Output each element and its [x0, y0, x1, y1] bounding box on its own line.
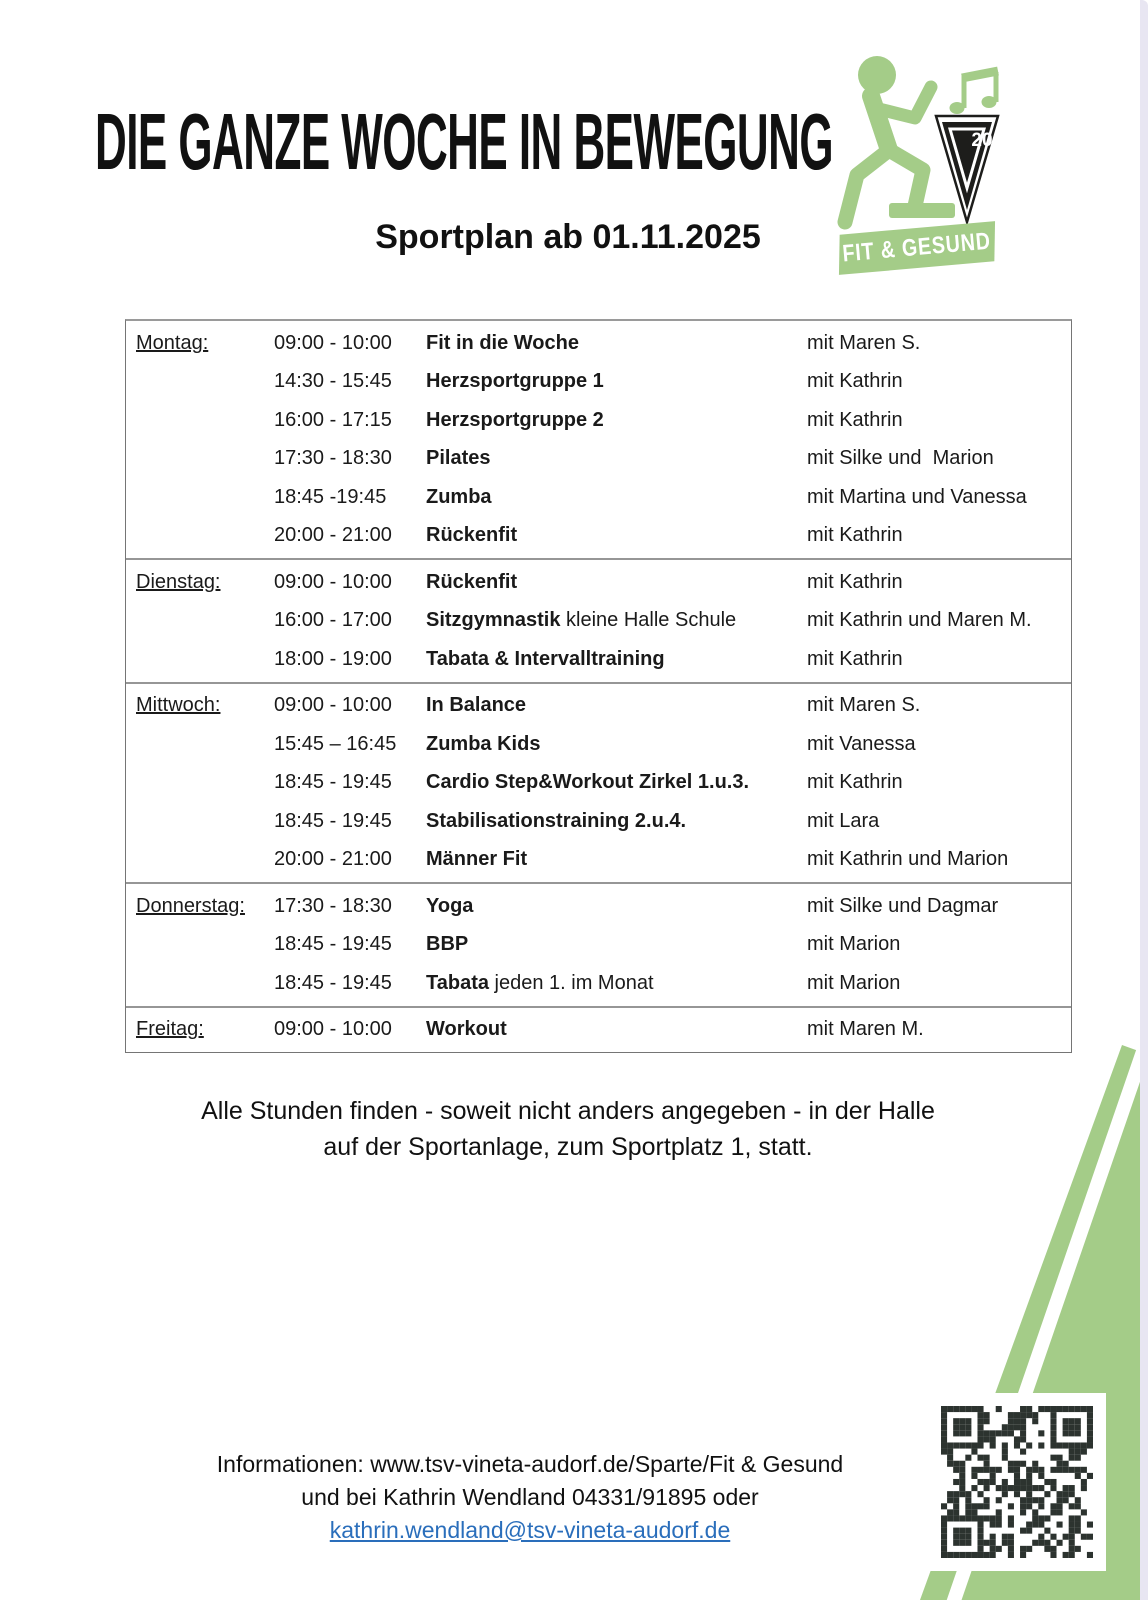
email-link[interactable]: kathrin.wendland@tsv-vineta-audorf.de: [329, 1517, 731, 1543]
day-section: [126, 882, 1071, 1006]
day-cell-empty: [136, 478, 274, 517]
time-cell: 17:30 - 18:30: [274, 447, 392, 470]
time-cell: 15:45 – 16:45: [274, 732, 397, 755]
club-badge: [934, 114, 1000, 226]
course-cell: [426, 802, 807, 841]
time-cell: 16:00 - 17:15: [274, 408, 392, 431]
day-cell-empty: [136, 363, 274, 402]
footer-info: [0, 1448, 1060, 1547]
course-cell: [426, 964, 807, 1003]
time-cell: 14:30 - 15:45: [274, 370, 392, 393]
instructor-cell: mit Maren S.: [807, 331, 921, 354]
course-name: Fit in die Woche: [426, 331, 579, 354]
course-cell: [426, 563, 807, 602]
instructor-cell: mit Kathrin: [807, 771, 903, 794]
instructor-cell: mit Martina und Vanessa: [807, 485, 1027, 508]
time-cell: 16:00 - 17:00: [274, 609, 392, 632]
course-cell: [426, 764, 807, 803]
course-name: Herzsportgruppe 1: [426, 370, 604, 393]
course-cell: [426, 602, 807, 641]
time-cell: 09:00 - 10:00: [274, 570, 392, 593]
course-name: Stabilisationstraining 2.u.4.: [426, 809, 687, 832]
day-section: [126, 1006, 1071, 1053]
instructor-cell: mit Kathrin und Marion: [807, 848, 1009, 871]
day-label: Montag:: [136, 331, 209, 354]
day-label: Dienstag:: [136, 570, 221, 593]
page-subtitle: Sportplan ab 01.11.2025: [375, 218, 761, 256]
day-cell-empty: [136, 964, 274, 1003]
course-note: kleine Halle Schule: [560, 609, 737, 632]
instructor-cell: mit Maren M.: [807, 1018, 924, 1041]
time-cell: 18:00 - 19:00: [274, 647, 392, 670]
course-cell: [426, 324, 807, 363]
location-note-line1: Alle Stunden finden - soweit nicht anders angegeben - in der Halle: [201, 1097, 935, 1125]
time-cell: 09:00 - 10:00: [274, 1018, 392, 1041]
day-label: Freitag:: [136, 1018, 204, 1041]
course-cell: [426, 640, 807, 679]
day-cell-empty: [136, 440, 274, 479]
course-cell: [426, 841, 807, 880]
course-cell: [426, 926, 807, 965]
course-name: Rückenfit: [426, 524, 518, 547]
course-name: Rückenfit: [426, 570, 518, 593]
day-label: Donnerstag:: [136, 894, 245, 917]
footer-line1: Informationen: www.tsv-vineta-audorf.de/Sparte/Fit & Gesund: [216, 1451, 844, 1477]
time-cell: 17:30 - 18:30: [274, 894, 392, 917]
instructor-cell: mit Silke und Dagmar: [807, 894, 999, 917]
day-cell-empty: [136, 764, 274, 803]
course-cell: [426, 1011, 807, 1050]
time-cell: 18:45 - 19:45: [274, 933, 392, 956]
course-name: Tabata: [426, 971, 489, 994]
day-cell-empty: [136, 602, 274, 641]
time-cell: 18:45 - 19:45: [274, 971, 392, 994]
course-cell: [426, 401, 807, 440]
course-name: Tabata & Intervalltraining: [426, 647, 665, 670]
footer-line2: und bei Kathrin Wendland 04331/91895 oder: [301, 1484, 759, 1510]
course-name: Männer Fit: [426, 848, 528, 871]
qr-code: [928, 1393, 1106, 1571]
time-cell: 18:45 - 19:45: [274, 771, 392, 794]
day-cell-empty: [136, 517, 274, 556]
day-section: [126, 321, 1071, 558]
course-cell: [426, 363, 807, 402]
badge-number: 20: [971, 130, 993, 151]
course-name: In Balance: [426, 694, 527, 717]
course-cell: [426, 725, 807, 764]
course-note: jeden 1. im Monat: [488, 971, 654, 994]
fit-gesund-banner-label: FIT & GESUND: [841, 227, 993, 268]
instructor-cell: mit Vanessa: [807, 732, 916, 755]
instructor-cell: mit Kathrin: [807, 524, 903, 547]
time-cell: 20:00 - 21:00: [274, 524, 392, 547]
course-cell: [426, 440, 807, 479]
instructor-cell: mit Kathrin: [807, 370, 903, 393]
day-label: Mittwoch:: [136, 694, 221, 717]
day-cell-empty: [136, 725, 274, 764]
time-cell: 20:00 - 21:00: [274, 848, 392, 871]
day-cell-empty: [136, 640, 274, 679]
instructor-cell: mit Marion: [807, 971, 901, 994]
course-name: Cardio Step&Workout Zirkel 1.u.3.: [426, 771, 750, 794]
page-title: DIE GANZE WOCHE IN BEWEGUNG: [95, 97, 834, 186]
time-cell: 09:00 - 10:00: [274, 694, 392, 717]
day-section: [126, 558, 1071, 682]
club-logo: [815, 52, 1030, 282]
instructor-cell: mit Marion: [807, 933, 901, 956]
instructor-cell: mit Lara: [807, 809, 880, 832]
time-cell: 18:45 -19:45: [274, 485, 387, 508]
course-name: Yoga: [426, 894, 474, 917]
course-name: Pilates: [426, 447, 491, 470]
location-note-line2: auf der Sportanlage, zum Sportplatz 1, statt.: [323, 1133, 813, 1161]
day-cell-empty: [136, 926, 274, 965]
course-name: Herzsportgruppe 2: [426, 408, 604, 431]
course-cell: [426, 478, 807, 517]
day-cell-empty: [136, 802, 274, 841]
day-cell-empty: [136, 841, 274, 880]
course-cell: [426, 887, 807, 926]
course-name: Workout: [426, 1018, 507, 1041]
instructor-cell: mit Kathrin: [807, 570, 903, 593]
schedule-table: [125, 319, 1072, 1053]
instructor-cell: mit Silke und Marion: [807, 447, 994, 470]
course-cell: [426, 517, 807, 556]
music-notes-icon: [948, 64, 1004, 118]
course-name: Zumba: [426, 485, 492, 508]
time-cell: 18:45 - 19:45: [274, 809, 392, 832]
day-section: [126, 682, 1071, 883]
instructor-cell: mit Kathrin: [807, 408, 903, 431]
time-cell: 09:00 - 10:00: [274, 331, 392, 354]
course-cell: [426, 687, 807, 726]
instructor-cell: mit Kathrin und Maren M.: [807, 609, 1032, 632]
day-cell-empty: [136, 401, 274, 440]
instructor-cell: mit Kathrin: [807, 647, 903, 670]
page-edge: [1140, 0, 1148, 1600]
course-name: Zumba Kids: [426, 732, 541, 755]
instructor-cell: mit Maren S.: [807, 694, 921, 717]
course-name: BBP: [426, 933, 469, 956]
course-name: Sitzgymnastik: [426, 609, 561, 632]
location-note: [0, 1093, 1136, 1165]
